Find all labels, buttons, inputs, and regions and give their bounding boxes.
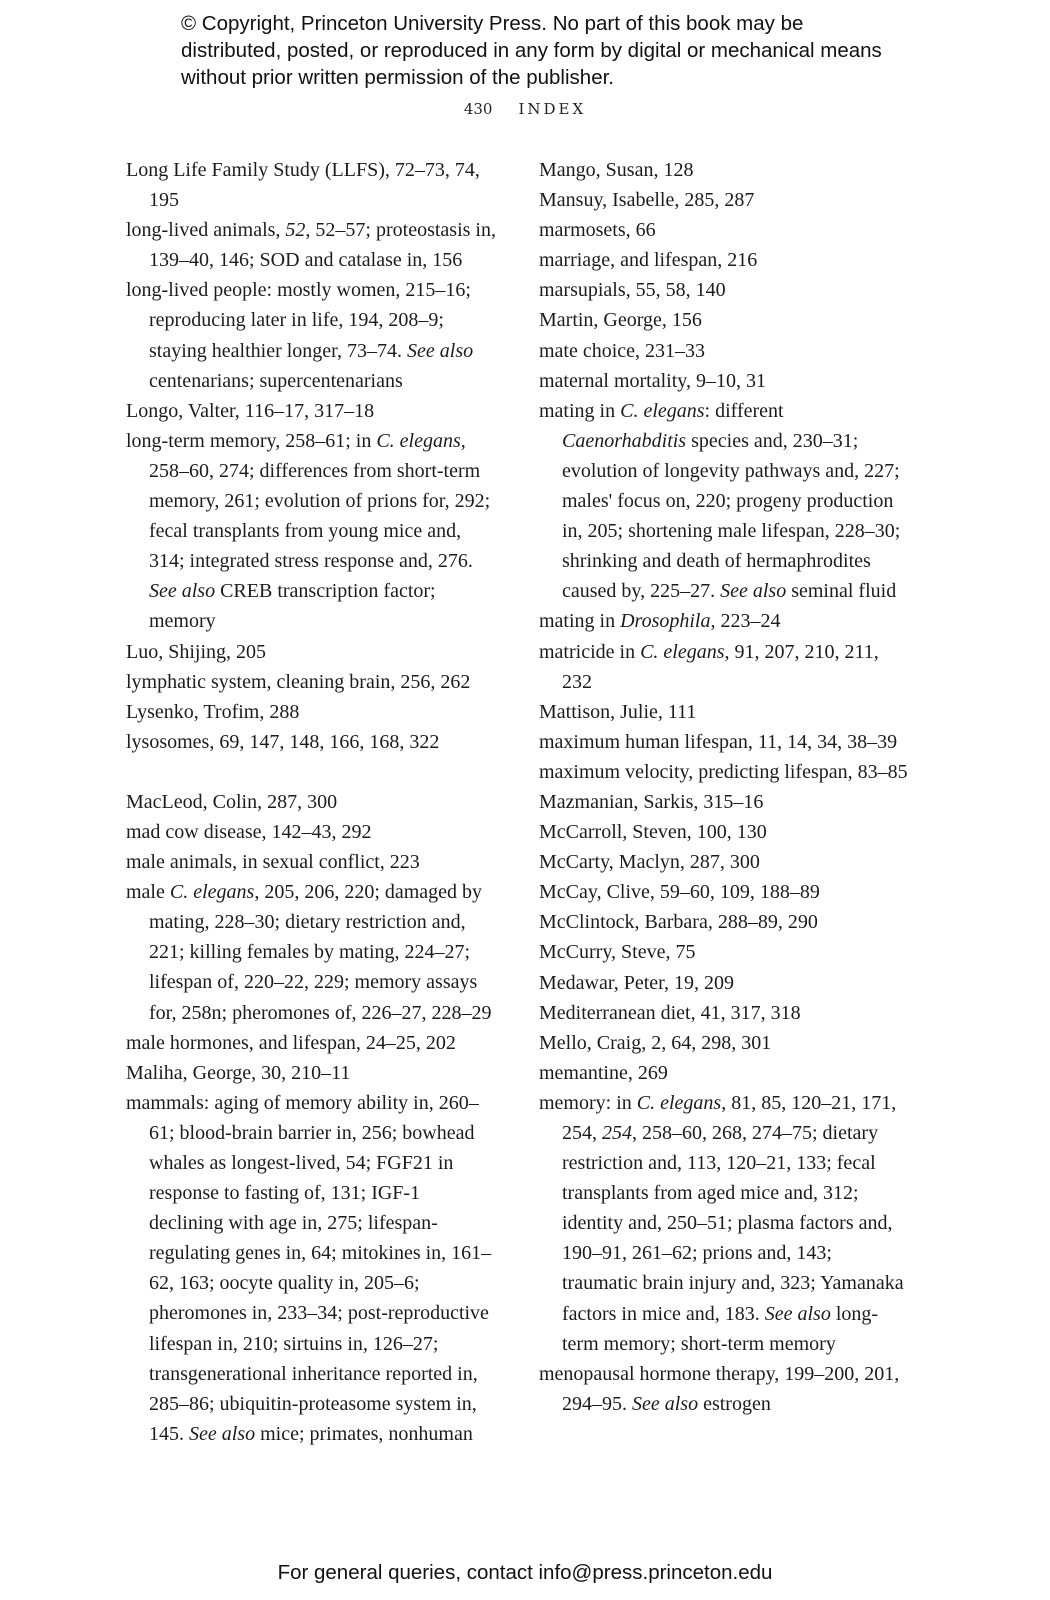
index-entry: Martin, George, 156: [539, 309, 702, 332]
index-entry: long-lived animals, 52, 52–57; proteostasis in, 139–40, 146; SOD and catalase in, 156: [126, 219, 496, 272]
index-entry: Luo, Shijing, 205: [126, 640, 267, 663]
index-entry: Medawar, Peter, 19, 209: [539, 971, 735, 994]
index-entry: maternal mortality, 9–10, 31: [539, 369, 766, 392]
index-entry: long-lived people: mostly women, 215–16; reproducing later in life, 194, 208–9; staying healthier longer, 73–74. See also centenarians; supercentenarians: [126, 279, 474, 392]
index-entry: McClintock, Barbara, 288–89, 290: [539, 911, 818, 934]
index-entry: marriage, and lifespan, 216: [539, 249, 758, 272]
index-entry: MacLeod, Colin, 287, 300: [126, 790, 338, 813]
index-entry: mate choice, 231–33: [539, 339, 706, 362]
index-entry: lysosomes, 69, 147, 148, 166, 168, 322: [126, 730, 440, 753]
index-entry: Longo, Valter, 116–17, 317–18: [126, 399, 375, 422]
index-entry: McCarty, Maclyn, 287, 300: [539, 851, 760, 874]
index-entry: Mediterranean diet, 41, 317, 318: [539, 1001, 801, 1024]
index-entry: McCay, Clive, 59–60, 109, 188–89: [539, 881, 820, 904]
index-entry: memantine, 269: [539, 1061, 668, 1084]
index-entry: male hormones, and lifespan, 24–25, 202: [126, 1031, 456, 1054]
page-number: 430: [463, 100, 493, 118]
index-entry: McCarroll, Steven, 100, 130: [539, 821, 767, 844]
index-entry: Maliha, George, 30, 210–11: [126, 1061, 351, 1084]
index-entry: male C. elegans, 205, 206, 220; damaged by mating, 228–30; dietary restriction and, 221; killing females by mating, 224–27; lifespan of, 220–22, 229; memory assays for, 258n; pheromones of, 226–27, 228–29: [126, 881, 492, 1024]
index-entry: mating in Drosophila, 223–24: [539, 610, 781, 633]
index-column-right: [539, 155, 911, 1419]
index-entry: Mansuy, Isabelle, 285, 287: [539, 189, 755, 212]
index-entry: Mattison, Julie, 111: [539, 700, 697, 723]
index-entry: mad cow disease, 142–43, 292: [126, 820, 372, 843]
index-entry: maximum human lifespan, 11, 14, 34, 38–39: [539, 730, 898, 753]
index-entry: male animals, in sexual conflict, 223: [126, 851, 420, 874]
index-entry: marsupials, 55, 58, 140: [539, 279, 726, 302]
index-entry: marmosets, 66: [539, 219, 656, 242]
index-entry: mammals: aging of memory ability in, 260–61; blood-brain barrier in, 256; bowhead whales as longest-lived, 54; FGF21 in response to fasting of, 131; IGF-1 declining with age in, 275; lifespan-regulating genes in, 64; mitokines in, 161–62, 163; oocyte quality in, 205–6; pheromones in, 233–34; post-reproductive lifespan in, 210; sirtuins in, 126–27; transgenerational inheritance reported in, 285–86; ubiquitin-proteasome system in, 145. See also mice; primates, nonhuman: [126, 1091, 492, 1445]
index-entry: lymphatic system, cleaning brain, 256, 262: [126, 670, 471, 693]
index-entry: long-term memory, 258–61; in C. elegans, 258–60, 274; differences from short-term memory, 261; evolution of prions for, 292; fecal transplants from young mice and, 314; integrated stress response and, 276. See also CREB transcription factor; memory: [126, 429, 491, 633]
index-entry: memory: in C. elegans, 81, 85, 120–21, 171, 254, 254, 258–60, 268, 274–75; dietary restriction and, 113, 120–21, 133; fecal transplants from aged mice and, 312; identity and, 250–51; plasma factors and, 190–91, 261–62; prions and, 143; traumatic brain injury and, 323; Yamanaka factors in mice and, 183. See also long-term memory; short-term memory: [539, 1091, 904, 1355]
index-entry: menopausal hormone therapy, 199–200, 201, 294–95. See also estrogen: [539, 1362, 900, 1415]
index-entry: Long Life Family Study (LLFS), 72–73, 74, 195: [126, 159, 480, 212]
index-entry: Mango, Susan, 128: [539, 159, 694, 181]
section-title: INDEX: [518, 100, 587, 118]
index-entry: mating in C. elegans: different Caenorhabditis species and, 230–31; evolution of longevity pathways and, 227; males' focus on, 220; progeny production in, 205; shortening male lifespan, 228–30; shrinking and death of hermaphrodites caused by, 225–27. See also seminal fluid: [539, 399, 901, 603]
running-head: [0, 100, 1050, 118]
index-column-left: [126, 155, 496, 1449]
copyright-notice: © Copyright, Princeton University Press. No part of this book may be distributed, posted, or reproduced in any form by digital or mechanical means without prior written permission of the publisher.: [181, 12, 882, 89]
footer-contact: For general queries, contact info@press.princeton.edu: [277, 1561, 773, 1584]
index-entry: Mazmanian, Sarkis, 315–16: [539, 790, 764, 813]
index-entry: maximum velocity, predicting lifespan, 83–85: [539, 760, 908, 783]
index-entry: Mello, Craig, 2, 64, 298, 301: [539, 1031, 772, 1054]
index-entry: matricide in C. elegans, 91, 207, 210, 211, 232: [539, 640, 879, 693]
index-entry: McCurry, Steve, 75: [539, 941, 696, 964]
index-entry: Lysenko, Trofim, 288: [126, 700, 300, 723]
